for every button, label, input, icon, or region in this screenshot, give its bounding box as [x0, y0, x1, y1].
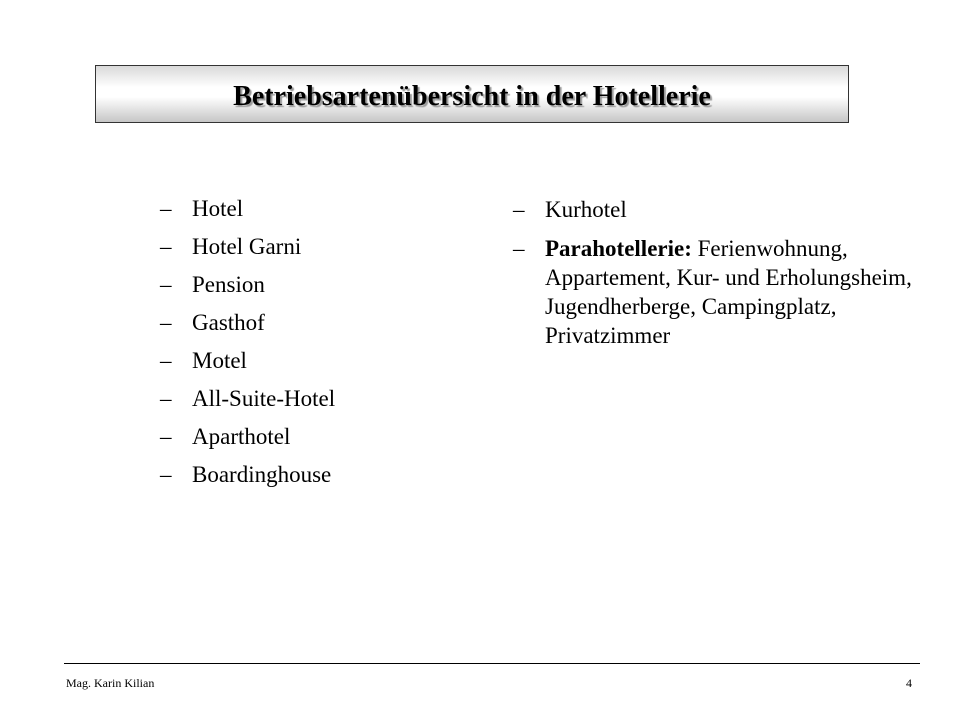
list-item-text: Pension	[192, 272, 265, 297]
footer-author: Mag. Karin Kilian	[66, 676, 155, 690]
list-item	[513, 234, 913, 350]
list-item-text: Kurhotel	[545, 197, 627, 222]
list-item	[160, 423, 460, 451]
list-item	[160, 385, 460, 413]
list-item	[160, 309, 460, 337]
list-item-text: Motel	[192, 348, 247, 373]
dash-bullet: –	[160, 196, 172, 221]
dash-bullet: –	[160, 462, 172, 487]
list-item-text: Gasthof	[192, 310, 265, 335]
list-item	[160, 461, 460, 489]
list-item-text: All-Suite-Hotel	[192, 386, 336, 411]
list-item-text: Boardinghouse	[192, 462, 332, 487]
list-item	[160, 233, 460, 261]
page-number: 4	[906, 676, 912, 690]
dash-bullet: –	[160, 386, 172, 411]
list-item	[513, 195, 913, 224]
list-item	[160, 195, 460, 223]
dash-bullet: –	[160, 272, 172, 297]
list-item	[160, 271, 460, 299]
list-item-text: Ferienwohnung, Appartement, Kur- und Erholungsheim, Jugendherberge, Campingplatz, Privatzimmer	[545, 236, 912, 348]
dash-bullet: –	[160, 310, 172, 335]
dash-bullet: –	[513, 197, 525, 222]
dash-bullet: –	[513, 236, 525, 261]
left-bullet-list	[160, 195, 460, 499]
list-item-text: Aparthotel	[192, 424, 291, 449]
slide-title: Betriebsartenübersicht in der Hotellerie	[233, 81, 711, 112]
dash-bullet: –	[160, 234, 172, 259]
dash-bullet: –	[160, 348, 172, 373]
dash-bullet: –	[160, 424, 172, 449]
footer-divider	[64, 663, 920, 664]
list-item	[160, 347, 460, 375]
title-box	[95, 65, 849, 123]
list-item-text: Hotel Garni	[192, 234, 302, 259]
list-item-bold-label: Parahotellerie:	[545, 236, 692, 261]
list-item-text: Hotel	[192, 196, 244, 221]
right-bullet-list	[513, 195, 913, 360]
